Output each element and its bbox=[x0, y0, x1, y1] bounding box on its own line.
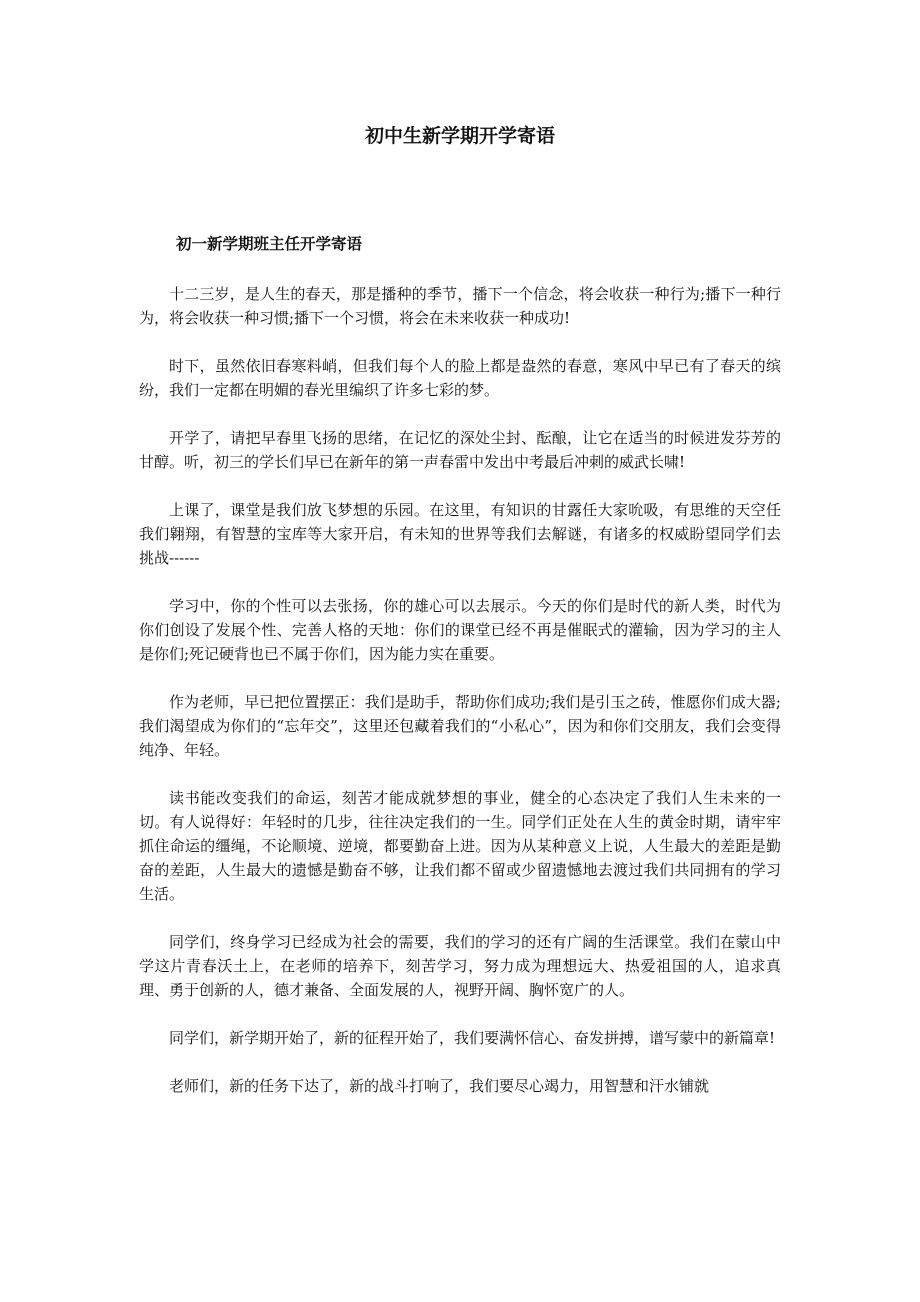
paragraph: 学习中，你的个性可以去张扬，你的雄心可以去展示。今天的你们是时代的新人类，时代为你们创设了发展个性、完善人格的天地：你们的课堂已经不再是催眠式的灌输，因为学习的主人是你们;死记硬背也已不属于你们，因为能力实在重要。 bbox=[139, 597, 781, 663]
paragraph: 读书能改变我们的命运，刻苦才能成就梦想的事业，健全的心态决定了我们人生未来的一切。有人说得好：年轻时的几步，往往决定我们的一生。同学们正处在人生的黄金时期，请牢牢抓住命运的缰绳，不论顺境、逆境，都要勤奋上进。因为从某种意义上说，人生最大的差距是勤奋的差距，人生最大的遗憾是勤奋不够，让我们都不留或少留遗憾地去渡过我们共同拥有的学习生活。 bbox=[139, 789, 781, 903]
document-title: 初中生新学期开学寄语 bbox=[364, 125, 555, 147]
paragraph: 同学们，终身学习已经成为社会的需要，我们的学习的还有广阔的生活课堂。我们在蒙山中学这片青春沃土上，在老师的培养下，刻苦学习，努力成为理想远大、热爱祖国的人，追求真理、勇于创新的人，德才兼备、全面发展的人，视野开阔、胸怀宽广的人。 bbox=[139, 933, 781, 999]
paragraph: 老师们，新的任务下达了，新的战斗打响了，我们要尽心竭力，用智慧和汗水铺就 bbox=[169, 1077, 710, 1095]
paragraph: 上课了，课堂是我们放飞梦想的乐园。在这里，有知识的甘露任大家吮吸，有思维的天空任我们翱翔，有智慧的宝库等大家开启，有未知的世界等我们去解谜，有诸多的权威盼望同学们去挑战------ bbox=[139, 501, 781, 567]
paragraph: 开学了，请把早春里飞扬的思绪，在记忆的深处尘封、酝酿，让它在适当的时候进发芬芳的甘醇。听，初三的学长们早已在新年的第一声春雷中发出中考最后冲刺的威武长啸! bbox=[139, 429, 781, 471]
paragraph: 十二三岁，是人生的春天，那是播种的季节，播下一个信念，将会收获一种行为;播下一种行为，将会收获一种习惯;播下一个习惯，将会在未来收获一种成功! bbox=[139, 285, 781, 327]
paragraph: 时下，虽然依旧春寒料峭，但我们每个人的脸上都是盎然的春意，寒风中早已有了春天的缤纷，我们一定都在明媚的春光里编织了许多七彩的梦。 bbox=[139, 357, 781, 399]
document-body bbox=[139, 282, 781, 1122]
paragraph: 作为老师，早已把位置摆正：我们是助手，帮助你们成功;我们是引玉之砖，惟愿你们成大器;我们渴望成为你们的“忘年交”，这里还包藏着我们的“小私心”，因为和你们交朋友，我们会变得纯净、年轻。 bbox=[139, 693, 781, 759]
section-heading: 初一新学期班主任开学寄语 bbox=[176, 234, 363, 253]
paragraph: 同学们，新学期开始了，新的征程开始了，我们要满怀信心、奋发拼搏，谱写蒙中的新篇章! bbox=[169, 1029, 776, 1047]
